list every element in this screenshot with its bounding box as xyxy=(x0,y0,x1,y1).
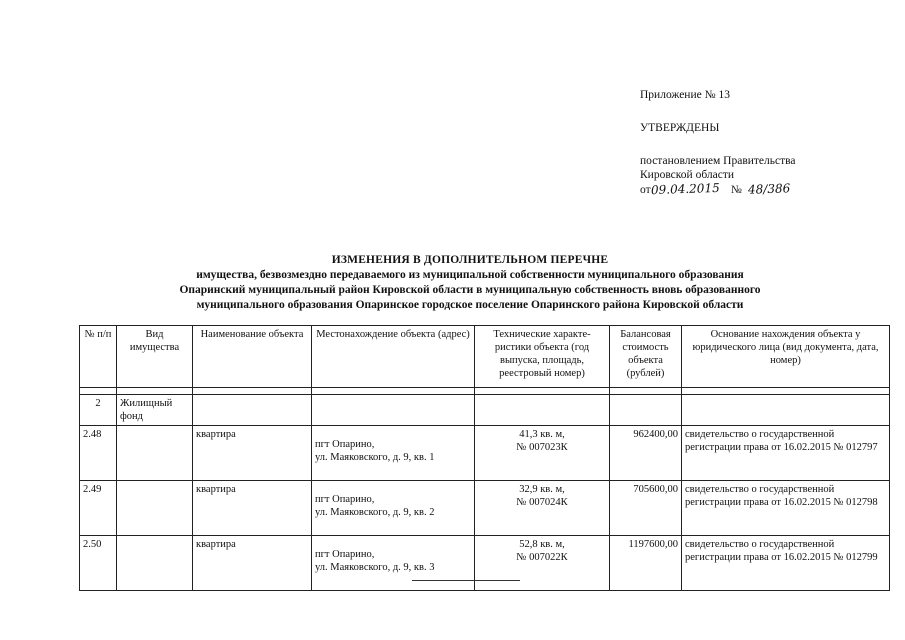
title-line-3: Опаринский муниципальный район Кировской области в муниципальную собственность вновь образованного xyxy=(179,284,761,296)
document-title xyxy=(150,253,790,313)
property-table xyxy=(79,325,890,591)
row-tech: 52,8 кв. м, № 007022К xyxy=(475,536,610,591)
header-name: Наименование объекта xyxy=(193,326,312,388)
group-type: Жилищный фонд xyxy=(117,395,193,426)
title-line-4: муниципального образования Опаринское городское поселение Опаринского района Кировской области xyxy=(196,299,744,311)
row-address: пгт Опарино, ул. Маяковского, д. 9, кв. 2 xyxy=(312,481,475,536)
spacer-row xyxy=(80,388,890,395)
row-basis: свидетельство о государственной регистрации права от 16.02.2015 № 012799 xyxy=(682,536,890,591)
row-name: квартира xyxy=(193,426,312,481)
decree-date-line xyxy=(640,182,880,197)
title-line-2: имущества, безвозмездно передаваемого из муниципальной собственности муниципального образования xyxy=(196,269,744,281)
header-address: Местонахождение объекта (адрес) xyxy=(312,326,475,388)
table-header-row xyxy=(80,326,890,388)
row-address: пгт Опарино, ул. Маяковского, д. 9, кв. 3 xyxy=(312,536,475,591)
row-number: 2.50 xyxy=(80,536,117,591)
header-basis: Основание нахождения объекта у юридического лица (вид документа, дата, номер) xyxy=(682,326,890,388)
row-number: 2.48 xyxy=(80,426,117,481)
row-value: 705600,00 xyxy=(610,481,682,536)
decree-block xyxy=(640,154,880,197)
group-row xyxy=(80,395,890,426)
appendix-number: Приложение № 13 xyxy=(640,89,730,101)
row-address: пгт Опарино, ул. Маяковского, д. 9, кв. 1 xyxy=(312,426,475,481)
header-tech: Технические характе-ристики объекта (год выпуска, площадь, реестровый номер) xyxy=(475,326,610,388)
date-prefix: от xyxy=(640,184,651,196)
title-line-1: ИЗМЕНЕНИЯ В ДОПОЛНИТЕЛЬНОМ ПЕРЕЧНЕ xyxy=(331,254,609,266)
row-number: 2.49 xyxy=(80,481,117,536)
decree-line-2: Кировской области xyxy=(640,169,735,181)
approved-label: УТВЕРЖДЕНЫ xyxy=(640,122,720,134)
handwritten-number: 48/386 xyxy=(747,181,791,197)
decree-line-1: постановлением Правительства xyxy=(640,155,796,167)
appendix-block xyxy=(640,88,880,197)
table-row xyxy=(80,481,890,536)
row-value: 962400,00 xyxy=(610,426,682,481)
row-basis: свидетельство о государственной регистрации права от 16.02.2015 № 012797 xyxy=(682,426,890,481)
table-row xyxy=(80,536,890,591)
closing-rule xyxy=(412,580,520,581)
group-number: 2 xyxy=(80,395,117,426)
row-basis: свидетельство о государственной регистрации права от 16.02.2015 № 012798 xyxy=(682,481,890,536)
row-tech: 41,3 кв. м, № 007023К xyxy=(475,426,610,481)
table-row xyxy=(80,426,890,481)
header-type: Вид имущества xyxy=(117,326,193,388)
header-number: № п/п xyxy=(80,326,117,388)
row-name: квартира xyxy=(193,536,312,591)
handwritten-date: 09.04.2015 xyxy=(650,180,720,198)
header-value: Балансовая стоимость объекта (рублей) xyxy=(610,326,682,388)
row-tech: 32,9 кв. м, № 007024К xyxy=(475,481,610,536)
number-prefix: № xyxy=(730,184,742,196)
row-name: квартира xyxy=(193,481,312,536)
row-value: 1197600,00 xyxy=(610,536,682,591)
